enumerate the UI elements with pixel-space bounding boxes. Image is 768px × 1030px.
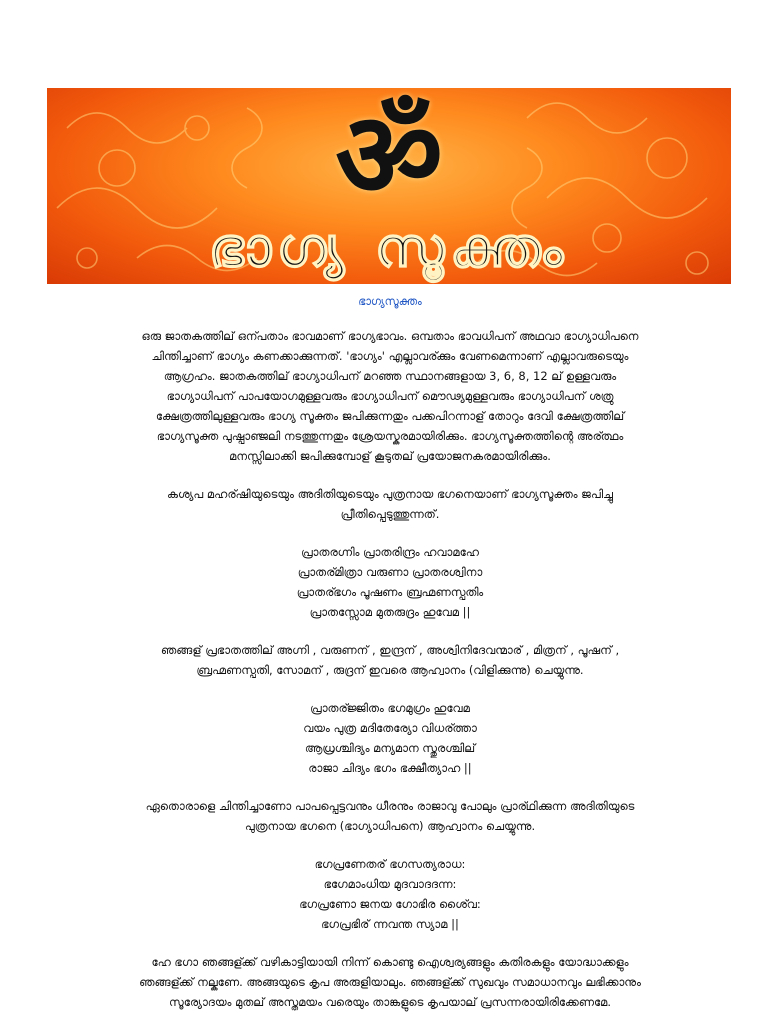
verse-3 xyxy=(70,854,710,934)
verse-line: വയം പുത്ര മദിതേര്യോ വിധര്ത്താ xyxy=(303,721,477,735)
verse-line: ഭഗപ്രണോ ജനയ ഗോഭിര ശൈ്വ: xyxy=(299,897,481,911)
om-symbol-icon: ॐ xyxy=(335,88,443,224)
text-line: മനസ്സിലാക്കി ജപിക്കുമ്പോള് കൂടുതല് പ്രയോജനകരമായിരിക്കും. xyxy=(229,449,551,463)
text-line: ഭാഗ്യാധിപന് പാപയോഗമുള്ളവരും ഭാഗ്യാധിപന് മൌഢ്യമുള്ളവരും ഭാഗ്യാധിപന് ശത്രു xyxy=(166,389,614,403)
verse-line: പ്രാതസ്സോമ മുതരുദ്രം ഹുവേമ || xyxy=(309,605,471,619)
text-line: ഞങ്ങള് പ്രഭാതത്തില് അഗ്നി , വരുണന് , ഇന്ദ്രന് , അശ്വിനിദേവന്മാര് , മിത്രന് , പൂഷന് , xyxy=(160,643,620,657)
text-line: ഹേ ഭഗാ ഞങ്ങള്ക്ക് വഴികാട്ടിയായി നിന്ന് കൊണ്ടു ഐശ്വര്യങ്ങളും കതിരകളും യോദ്ധാക്കളും xyxy=(151,955,629,969)
banner-image xyxy=(47,88,731,284)
text-line: ഏതൊരാളെ ചിന്തിച്ചാണോ പാപപ്പെട്ടവനും ധീരനും രാജാവു പോലും പ്രാര്ഥിക്കുന്ന അദിതിയുടെ xyxy=(145,799,635,813)
document-title: ഭാഗ്യസൂക്തം xyxy=(358,295,422,308)
document-body xyxy=(70,292,710,1030)
verse-line: ഭഗപ്രഭിര് ന്നവന്ത സ്യാമ || xyxy=(321,917,459,931)
verse-line: ഭഗപ്രണേതര് ഭഗസത്യരാധ: xyxy=(314,857,466,871)
verse-line: ഭഗേമാംധിയ മുദവാദദന്ന: xyxy=(323,877,457,891)
text-line: പുത്രനായ ഭഗനെ (ഭാഗ്യാധിപനെ) ആഹ്വാനം ചെയ്യുന്നു. xyxy=(244,819,536,833)
text-line: ആഗ്രഹം. ജാതകത്തില് ഭാഗ്യാധിപന് മറഞ്ഞ സ്ഥാനങ്ങളായ 3, 6, 8, 12 ല് ഉള്ളവരും xyxy=(163,369,617,383)
text-line: ഒരു ജാതകത്തില് ഒന്പതാം ഭാവമാണ് ഭാഗ്യഭാവം. ഒമ്പതാം ഭാവധിപന് അഥവാ ഭാഗ്യാധിപനെ xyxy=(141,329,639,343)
verse-line: പ്രാതര്മിത്രാ വരുണാ പ്രാതരശ്വിനാ xyxy=(297,565,483,579)
verse-line: ആധ്രശ്ചിദ്യം മന്യമാന സ്തുരശ്ചില് xyxy=(304,741,476,755)
text-line: ഞങ്ങള്ക്ക് നല്കണേ. അങ്ങയുടെ കൃപ അരുളിയാലും. ഞങ്ങള്ക്ക് സുഖവും സമാധാനവും ലഭിക്കാനും xyxy=(139,975,641,989)
verse-2 xyxy=(70,698,710,778)
text-line: ബ്രഹ്മണസ്പതി, സോമന് , രുദ്രന് ഇവരെ ആഹ്വാനം (വിളിക്കുന്നു) ചെയ്യുന്നു. xyxy=(196,663,584,677)
verse-line: പ്രാതര്ജ്ജിതം ഭഗമുഗ്രം ഹുവേമ xyxy=(310,701,470,715)
verse-line: രാജാ ചിദ്യം ഭഗം ഭക്ഷീത്യാഹ || xyxy=(308,761,472,775)
verse-3-meaning xyxy=(70,952,710,1012)
banner-title: ഭാഗ്യ സൂക്തം xyxy=(208,216,570,279)
verse-2-meaning xyxy=(70,796,710,836)
verse-1 xyxy=(70,542,710,622)
kashyapa-paragraph xyxy=(70,484,710,524)
text-line: സൂര്യോദയം മുതല് അസ്തമയം വരെയും താങ്കളുടെ കൃപയാല് പ്രസന്നരായിരിക്കേണമേ. xyxy=(168,995,612,1009)
verse-line: പ്രാതരഗ്നിം പ്രാതരിന്ദ്രം ഹവാമഹേ xyxy=(301,545,479,559)
text-line: പ്രീതിപ്പെടുത്തുന്നത്. xyxy=(340,507,440,521)
text-line: ചിന്തിച്ചാണ് ഭാഗ്യം കണക്കാക്കുന്നത്. 'ഭാഗ്യം' എല്ലാവര്ക്കും വേണമെന്നാണ് എല്ലാവരുടെയും xyxy=(151,349,629,363)
verse-1-meaning xyxy=(70,640,710,680)
verse-line: പ്രാതര്ഭഗം പൂഷണം ബ്രഹ്മണസ്പതിം xyxy=(296,585,484,599)
text-line: ഭാഗ്യസൂക്ത പുഷ്പാഞ്ജലി നടത്തുന്നതും ശ്രേയസ്കരമായിരിക്കും. ഭാഗ്യസൂക്തത്തിന്റെ അര്ത്ഥം xyxy=(156,429,624,443)
text-line: ക്ഷേത്രത്തിലുള്ളവരും ഭാഗ്യ സൂക്തം ജപിക്കുന്നതും പക്കപിറന്നാള് തോറും ദേവി ക്ഷേത്രത്തില് xyxy=(155,409,625,423)
text-line: കശ്യപ മഹര്ഷിയുടെയും അദിതിയുടെയും പുത്രനായ ഭഗനെയാണ് ഭാഗ്യസൂക്തം ജപിച്ചു xyxy=(166,487,614,501)
intro-paragraph xyxy=(70,326,710,466)
